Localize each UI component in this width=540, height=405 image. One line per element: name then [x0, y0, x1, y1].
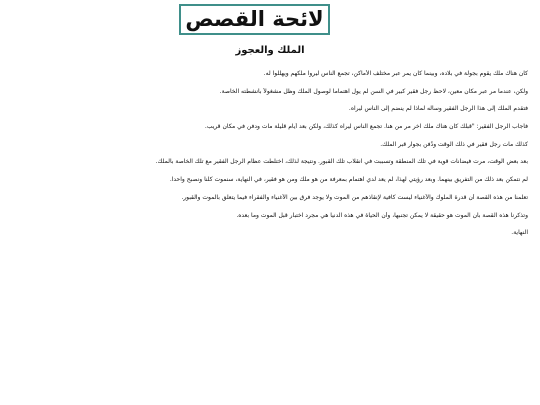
story-paragraph: كان هناك ملك يقوم بجولة في بلاده، وبينما كان يمر عبر مختلف الأماكن، تجمع الناس ليروا ملكهم ويهللوا له.	[263, 70, 528, 77]
story-paragraph: فتقدم الملك إلى هذا الرجل الفقير وسأله لماذا لم ينضم إلى الناس ليراه.	[348, 105, 528, 113]
story-paragraph: كذلك مات رجل فقير في ذلك الوقت ودُفن بجوار قبر الملك.	[380, 140, 528, 148]
story-title: الملك والعجوز	[235, 45, 305, 56]
story-paragraph: النهاية.	[511, 229, 528, 237]
story-content	[18, 70, 528, 247]
story-paragraph: لم نتمكن بعد ذلك من التفريق بينهما. وبعد رؤيتي لهذا، لم يعد لدي اهتمام بمعرفة من هو ملك ومن هو فقير، في النهاية، سنموت كلنا ونصبح واحداً.	[169, 176, 528, 184]
story-paragraph: بعد بعض الوقت، مرت فيضانات قوية في تلك المنطقة وتسببت في انقلاب تلك القبور. ونتيجة لذلك، اختلطت عظام الرجل الفقير مع تلك الخاصة بالملك.	[155, 158, 528, 166]
story-paragraph: ولكن، عندما مر عبر مكان معين، لاحظ رجل فقير كبير في السن لم يول اهتماماً لوصول الملك وظل مشغولاً بأنشطته الخاصة.	[219, 87, 528, 95]
story-paragraph: فأجاب الرجل الفقير: "قبلك كان هناك ملك آخر مر من هنا. تجمع الناس ليراه كذلك، ولكن بعد أيام قليلة مات ودفن في مكان قريب.	[204, 123, 528, 131]
page-heading: لائحة القصص	[185, 7, 324, 31]
story-paragraph: تعلمنا من هذه القصة أن قدرة الملوك والأغنياء ليست كافية لإنقاذهم من الموت ولا يوجد فرق بين الأغنياء والفقراء فيما يتعلق بالموت والقبور.	[181, 193, 528, 201]
page-heading-box	[179, 4, 330, 35]
story-paragraph: وتذكرنا هذه القصة بأن الموت هو حقيقة لا يمكن تجنبها، وأن الحياة في هذه الدنيا هي مجرد اختبار قبل الموت وما بعده.	[236, 211, 528, 219]
